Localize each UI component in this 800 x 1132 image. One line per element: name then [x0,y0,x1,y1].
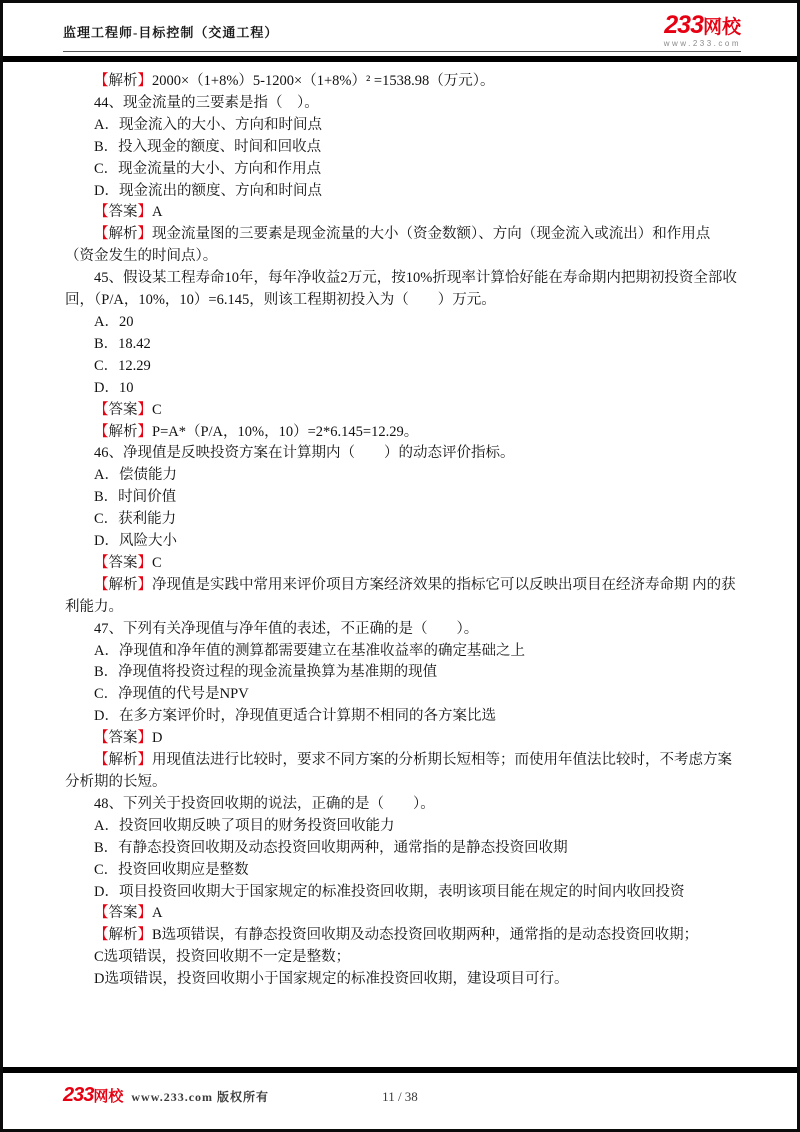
question-line: 48、下列关于投资回收期的说法，正确的是（ ）。 [94,795,435,812]
option-line: D．在多方案评价时，净现值更适合计算期不相同的各方案比选 [94,708,496,725]
option-line: A．净现值和净年值的测算都需要建立在基准收益率的确定基础之上 [94,642,525,659]
option-line: C．投资回收期应是整数 [94,861,249,878]
answer-line: 【答案】D [94,730,163,747]
analysis-line: 【解析】用现值法进行比较时，要求不同方案的分析期长短相等；而使用年值法比较时，不考虑方案分析期的长短。 [65,752,732,790]
footer-brand-logo-text: 网校 [93,1088,124,1105]
answer-line: 【答案】A [94,905,163,922]
option-line: C．获利能力 [94,511,177,528]
page-footer [3,1073,797,1129]
page-header [3,3,797,56]
copyright-text: www.233.com 版权所有 [131,1090,270,1104]
option-line: B．18.42 [94,335,151,352]
option-line: B．有静态投资回收期及动态投资回收期两种，通常指的是静态投资回收期 [94,839,568,856]
option-line: D．现金流出的额度、方向和时间点 [94,182,322,199]
option-line: B．投入现金的额度、时间和回收点 [94,138,322,155]
document-title: 监理工程师-目标控制（交通工程） [63,25,279,40]
option-line: A．投资回收期反映了项目的财务投资回收能力 [94,817,395,834]
brand-logo-text: 网校 [702,17,741,38]
question-line: 44、现金流量的三要素是指（ ）。 [94,94,319,111]
answer-line: 【答案】C [94,401,162,418]
option-line: B．时间价值 [94,489,177,506]
option-line: A．现金流入的大小、方向和时间点 [94,116,322,133]
option-line: A．偿债能力 [94,467,177,484]
question-line: 45、假设某工程寿命10年，每年净收益2万元，按10%折现率计算恰好能在寿命期内把期初投资全部收回，（P/A，10%，10）=6.145，则该工程期初投入为（ ）万元。 [65,270,737,309]
answer-line: 【答案】C [94,554,162,571]
text-line: D选项错误，投资回收期小于国家规定的标准投资回收期，建设项目可行。 [94,971,569,988]
answer-line: 【答案】A [94,204,163,221]
document-body [3,62,797,1067]
analysis-line: 【解析】B选项错误，有静态投资回收期及动态投资回收期两种，通常指的是动态投资回收期； [94,927,699,944]
analysis-line: 【解析】净现值是实践中常用来评价项目方案经济效果的指标它可以反映出项目在经济寿命期 内的获利能力。 [65,576,736,615]
page-number: 11 / 38 [382,1089,418,1104]
brand-logo-url: www.233.com [663,39,741,48]
option-line: C．12.29 [94,357,151,374]
question-line: 47、下列有关净现值与净年值的表述，不正确的是（ ）。 [94,620,479,637]
option-line: D．项目投资回收期大于国家规定的标准投资回收期，表明该项目能在规定的时间内收回投资 [94,883,685,900]
option-line: A．20 [94,313,134,330]
option-line: D．10 [94,379,134,396]
option-line: C．现金流量的大小、方向和作用点 [94,160,322,177]
brand-logo [664,13,741,48]
option-line: C．净现值的代号是NPV [94,686,249,703]
analysis-line: 【解析】P=A*（P/A，10%，10）=2*6.145=12.29。 [94,423,419,440]
footer-brand-logo-number: 233 [63,1084,94,1106]
text-line: C选项错误，投资回收期不一定是整数； [94,949,351,966]
analysis-line: 【解析】现金流量图的三要素是现金流量的大小（资金数额）、方向（现金流入或流出）和作用点（资金发生的时间点）。 [65,226,711,265]
option-line: D．风险大小 [94,533,177,550]
question-line: 46、净现值是反映投资方案在计算期内（ ）的动态评价指标。 [94,445,515,462]
brand-logo-number: 233 [664,11,703,39]
option-line: B．净现值将投资过程的现金流量换算为基准期的现值 [94,664,438,681]
analysis-line: 【解析】2000×（1+8%）5-1200×（1+8%）² =1538.98（万元）。 [94,73,495,89]
